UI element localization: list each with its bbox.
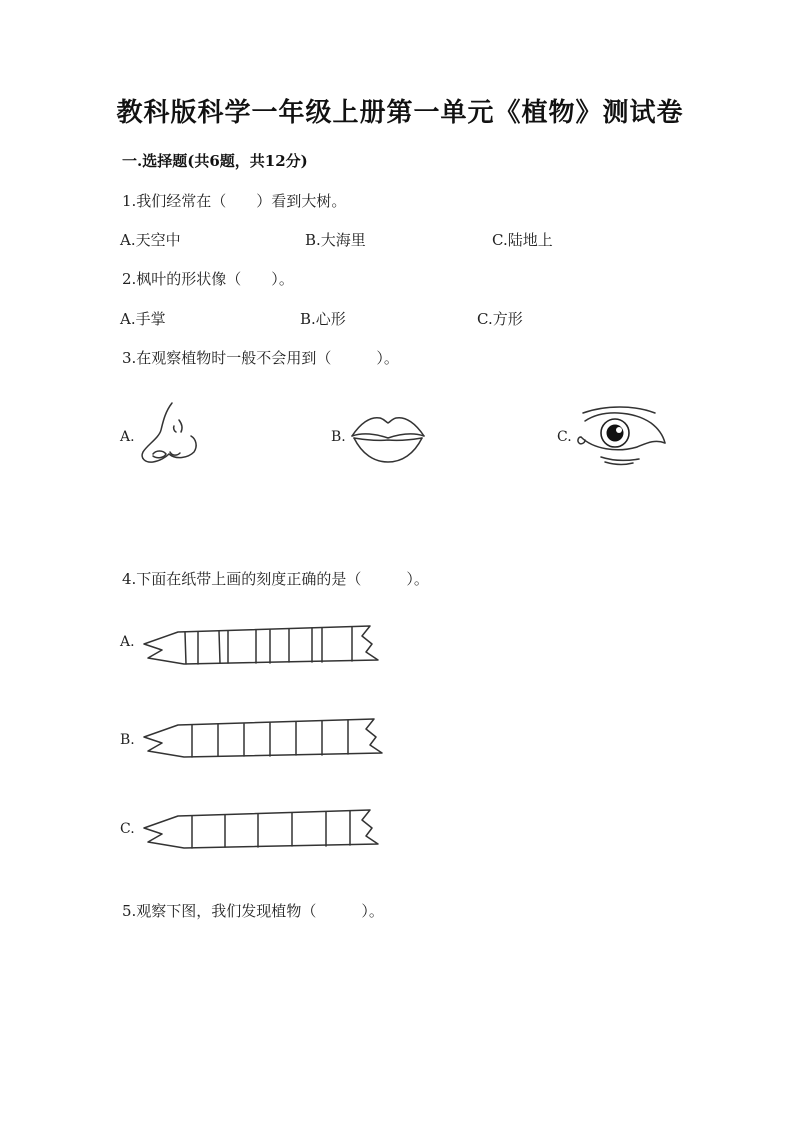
question-3: 3.在观察植物时一般不会用到（ ）。 (122, 349, 399, 367)
q3-option-a-label[interactable]: A. (120, 429, 135, 445)
paper-strip-wide-marks[interactable] (140, 804, 385, 856)
question-1: 1.我们经常在（ ）看到大树。 (122, 192, 347, 210)
q3-option-c-label[interactable]: C. (557, 429, 572, 445)
q1-option-a[interactable]: A.天空中 (120, 231, 181, 249)
q1-option-b[interactable]: B.大海里 (305, 231, 366, 249)
q1-option-c[interactable]: C.陆地上 (492, 231, 553, 249)
q4-option-a-label[interactable]: A. (120, 634, 135, 650)
q4-option-b-label[interactable]: B. (120, 732, 135, 748)
q2-option-c[interactable]: C.方形 (477, 310, 523, 328)
q4-option-c-label[interactable]: C. (120, 821, 135, 837)
eye-drawing[interactable] (573, 403, 671, 468)
q3-option-b-label[interactable]: B. (331, 429, 346, 445)
page-title: 教科版科学一年级上册第一单元《植物》测试卷 (116, 98, 684, 128)
nose-drawing[interactable] (136, 400, 206, 470)
q2-option-b[interactable]: B.心形 (300, 310, 346, 328)
question-5: 5.观察下图，我们发现植物（ ）。 (122, 902, 384, 920)
q2-option-a[interactable]: A.手掌 (120, 310, 166, 328)
question-2: 2.枫叶的形状像（ ）。 (122, 270, 294, 288)
lips-drawing[interactable] (348, 410, 428, 465)
section-heading: 一.选择题(共6题，共12分) (122, 152, 308, 170)
question-4: 4.下面在纸带上画的刻度正确的是（ ）。 (122, 570, 429, 588)
paper-strip-uneven-marks[interactable] (140, 620, 385, 672)
paper-strip-even-marks[interactable] (140, 713, 390, 765)
